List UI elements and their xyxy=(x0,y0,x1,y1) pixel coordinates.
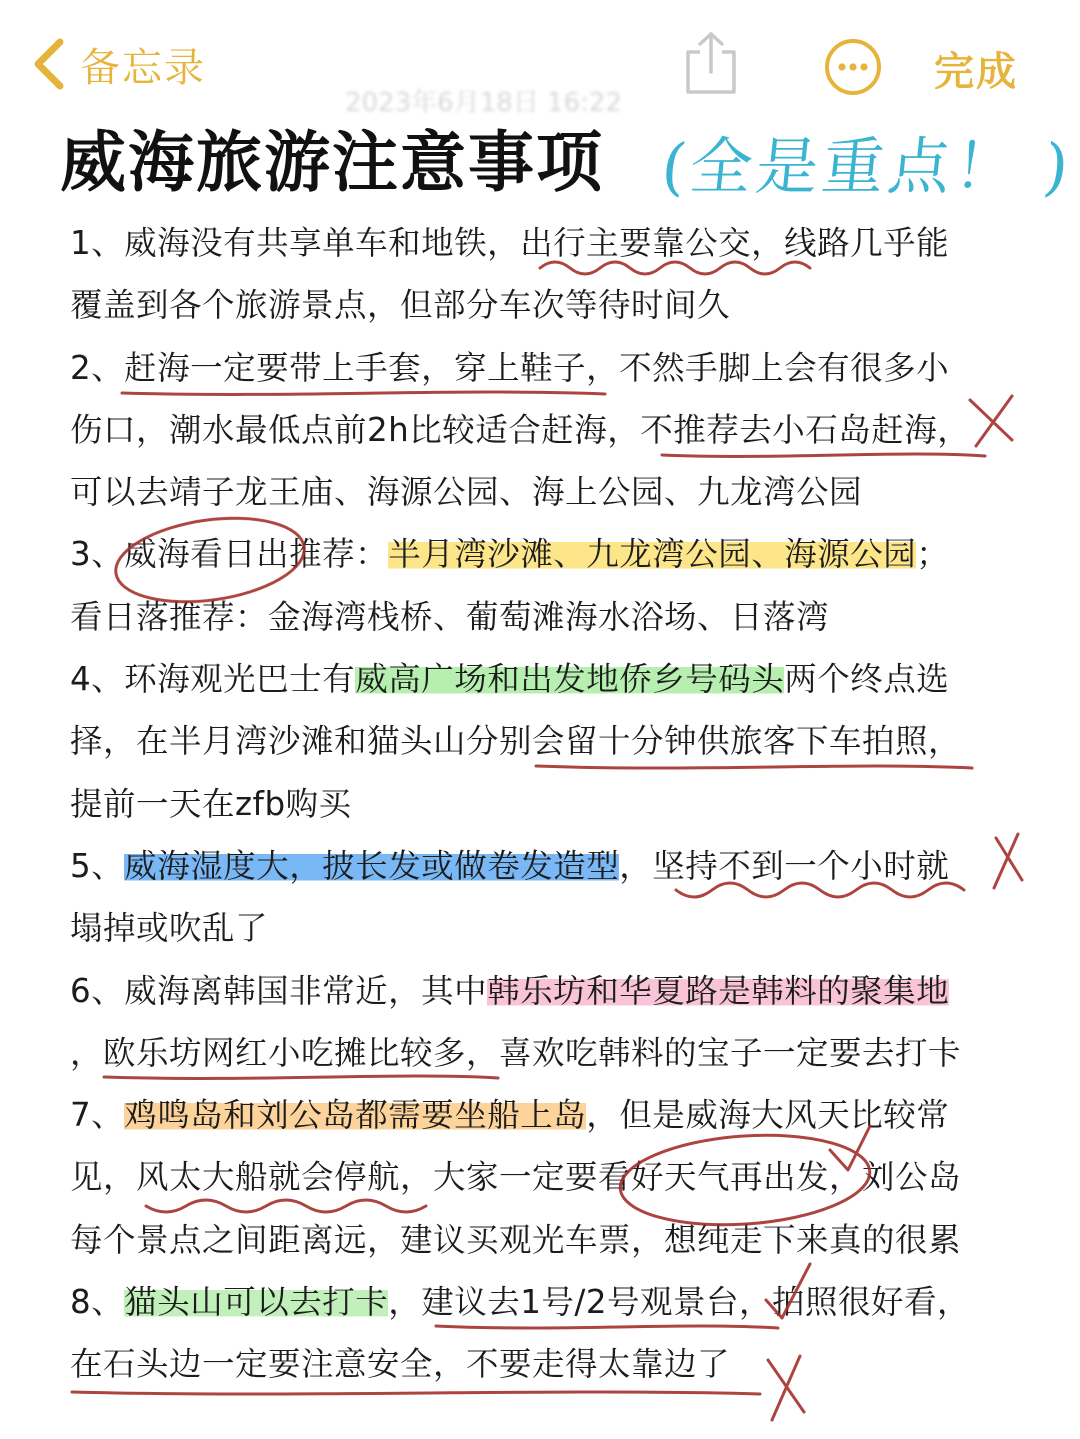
note-text: 见，风太大船就会停航，大家一定要看好天气再出发，刘公岛 xyxy=(70,1158,962,1197)
back-label: 备忘录 xyxy=(80,44,206,91)
note-line xyxy=(70,337,1030,399)
note-date-faded: 2023年6月18日 16:22 xyxy=(345,88,622,118)
note-line xyxy=(70,835,1030,897)
title-handwritten-annotation: (全是重点！ ) xyxy=(658,130,1076,203)
note-text: ； xyxy=(916,535,950,574)
note-text: 覆盖到各个旅游景点，但部分车次等待时间久 xyxy=(70,286,731,325)
note-text: 每个景点之间距离远，建议买观光车票，想纯走下来真的很累 xyxy=(70,1220,962,1259)
note-text: 7、 xyxy=(70,1096,125,1135)
note-text: ，坚持不到一个小时就 xyxy=(619,846,950,885)
note-line xyxy=(70,523,1030,585)
highlighted-text: 威高广场和出发地侨乡号码头 xyxy=(355,660,785,699)
done-button[interactable]: 完成 xyxy=(934,49,1018,95)
note-text: ，欧乐坊网红小吃摊比较多，喜欢吃韩料的宝子一定要去打卡 xyxy=(70,1033,962,1072)
note-line xyxy=(70,960,1030,1022)
navigation-bar xyxy=(0,0,1080,120)
note-line xyxy=(70,710,1030,772)
note-text: 择，在半月湾沙滩和猫头山分别会留十分钟供旅客下车拍照， xyxy=(70,722,962,761)
note-text: ，但是威海大风天比较常 xyxy=(586,1096,950,1135)
note-text: 2、赶海一定要带上手套，穿上鞋子，不然手脚上会有很多小 xyxy=(70,348,950,387)
note-line xyxy=(70,461,1030,523)
note-line xyxy=(70,399,1030,461)
note-text: 塌掉或吹乱了 xyxy=(70,909,269,948)
note-text: 6、威海离韩国非常近，其中 xyxy=(70,971,488,1010)
note-line xyxy=(70,773,1030,835)
note-text: 4、环海观光巴士有 xyxy=(70,660,356,699)
note-line xyxy=(70,1146,1030,1208)
note-text: 可以去靖子龙王庙、海源公园、海上公园、九龙湾公园 xyxy=(70,473,863,512)
highlighted-text: 鸡鸣岛和刘公岛都需要坐船上岛 xyxy=(124,1096,587,1135)
note-text: ，建议去1号/2号观景台，拍照很好看， xyxy=(388,1283,971,1322)
note-line xyxy=(70,648,1030,710)
note-text: 伤口，潮水最低点前2h比较适合赶海，不推荐去小石岛赶海， xyxy=(70,410,971,449)
note-body[interactable] xyxy=(70,212,1030,1396)
note-line xyxy=(70,897,1030,959)
note-line xyxy=(70,1022,1030,1084)
note-line xyxy=(70,274,1030,336)
note-title: 威海旅游注意事项 xyxy=(60,124,604,201)
note-text: 1、威海没有共享单车和地铁，出行主要靠公交，线路几乎能 xyxy=(70,224,950,262)
highlighted-text: 半月湾沙滩、九龙湾公园、海源公园 xyxy=(388,535,917,574)
share-icon[interactable] xyxy=(684,30,738,96)
note-line xyxy=(70,1209,1030,1271)
note-text: 提前一天在zfb购买 xyxy=(70,784,352,823)
note-line xyxy=(70,586,1030,648)
note-text: 5、 xyxy=(70,846,125,885)
highlighted-text: 猫头山可以去打卡 xyxy=(124,1283,389,1322)
note-line xyxy=(70,1084,1030,1146)
note-text: 8、 xyxy=(70,1283,125,1322)
chevron-left-icon xyxy=(30,36,70,92)
more-icon[interactable] xyxy=(824,38,882,96)
back-button[interactable] xyxy=(30,34,206,94)
note-line xyxy=(70,1271,1030,1333)
note-text: 看日落推荐：金海湾栈桥、葡萄滩海水浴场、日落湾 xyxy=(70,597,830,636)
note-line xyxy=(70,212,1030,274)
highlighted-text: 韩乐坊和华夏路是韩料的聚集地 xyxy=(487,971,950,1010)
highlighted-text: 威海湿度大，披长发或做卷发造型 xyxy=(124,846,620,885)
note-text: 3、威海看日出推荐： xyxy=(70,535,389,574)
note-text: 在石头边一定要注意安全，不要走得太靠边了 xyxy=(70,1345,731,1384)
note-text: 两个终点选 xyxy=(784,660,950,699)
note-line xyxy=(70,1333,1030,1395)
